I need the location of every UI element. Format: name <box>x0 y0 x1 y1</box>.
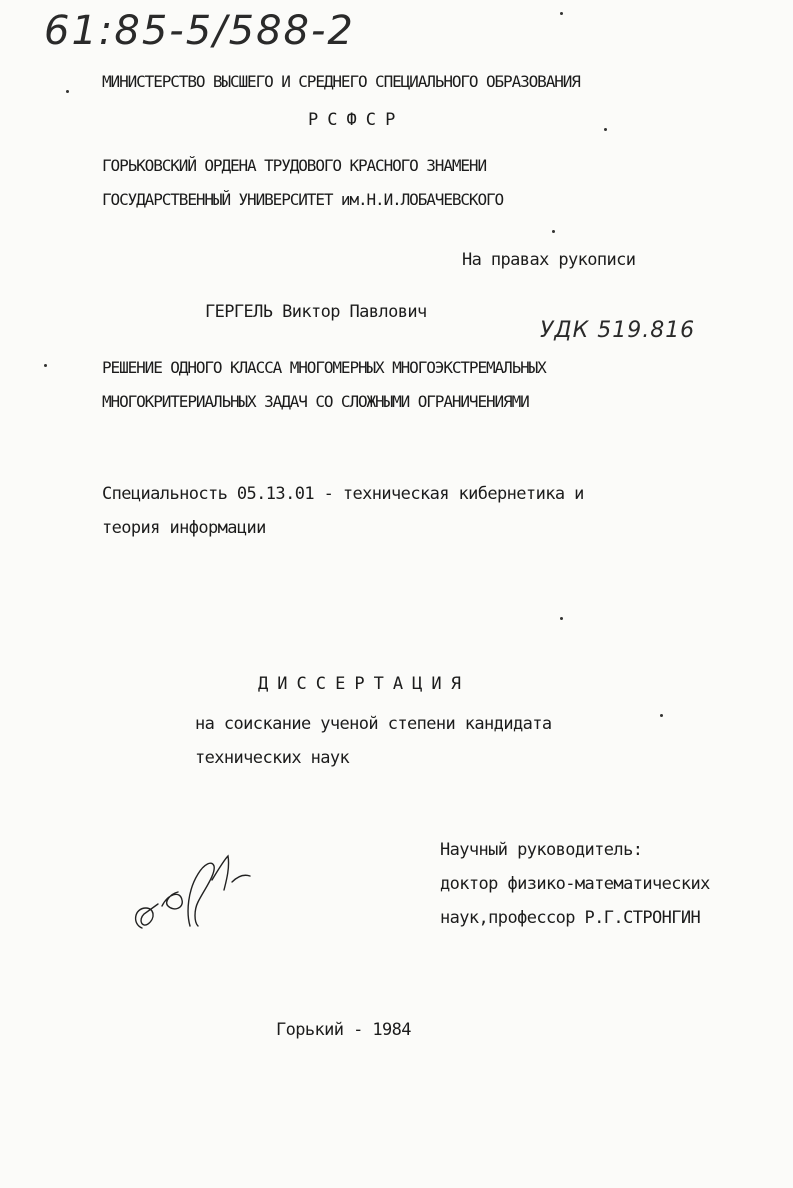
paper-speck <box>560 617 563 620</box>
supervisor-name: наук,профессор Р.Г.СТРОНГИН <box>440 908 701 928</box>
thesis-title-line-1: РЕШЕНИЕ ОДНОГО КЛАССА МНОГОМЕРНЫХ МНОГОЭКСТРЕМАЛЬНЫХ <box>102 358 546 377</box>
author-name: ГЕРГЕЛЬ Виктор Павлович <box>205 302 427 322</box>
document-type-heading: Д И С С Е Р Т А Ц И Я <box>258 674 461 694</box>
paper-speck <box>660 714 663 717</box>
ministry-line: МИНИСТЕРСТВО ВЫСШЕГО И СРЕДНЕГО СПЕЦИАЛЬНОГО ОБРАЗОВАНИЯ <box>102 72 580 91</box>
supervisor-degree: доктор физико-математических <box>440 874 710 894</box>
udc-handwritten: УДК 519.816 <box>540 318 696 343</box>
place-and-year: Горький - 1984 <box>276 1020 411 1040</box>
manuscript-note: На правах рукописи <box>462 250 636 270</box>
paper-speck <box>44 364 47 367</box>
university-line-2: ГОСУДАРСТВЕННЫЙ УНИВЕРСИТЕТ им.Н.И.ЛОБАЧЕВСКОГО <box>102 190 504 209</box>
archive-code-handwritten: 61:85-5/588-2 <box>44 8 355 54</box>
specialty-line-1: Специальность 05.13.01 - техническая кибернетика и <box>102 484 584 504</box>
thesis-title-line-2: МНОГОКРИТЕРИАЛЬНЫХ ЗАДАЧ СО СЛОЖНЫМИ ОГРАНИЧЕНИЯМИ <box>102 392 529 411</box>
degree-line-2: технических наук <box>195 748 350 768</box>
supervisor-label: Научный руководитель: <box>440 840 643 860</box>
author-signature <box>128 846 268 936</box>
republic-line: Р С Ф С Р <box>308 110 395 130</box>
paper-speck <box>552 230 555 233</box>
specialty-line-2: теория информации <box>102 518 266 538</box>
degree-line-1: на соискание ученой степени кандидата <box>195 714 552 734</box>
paper-speck <box>560 12 563 15</box>
university-line-1: ГОРЬКОВСКИЙ ОРДЕНА ТРУДОВОГО КРАСНОГО ЗНАМЕНИ <box>102 156 486 175</box>
paper-speck <box>66 90 69 93</box>
paper-speck <box>604 128 607 131</box>
